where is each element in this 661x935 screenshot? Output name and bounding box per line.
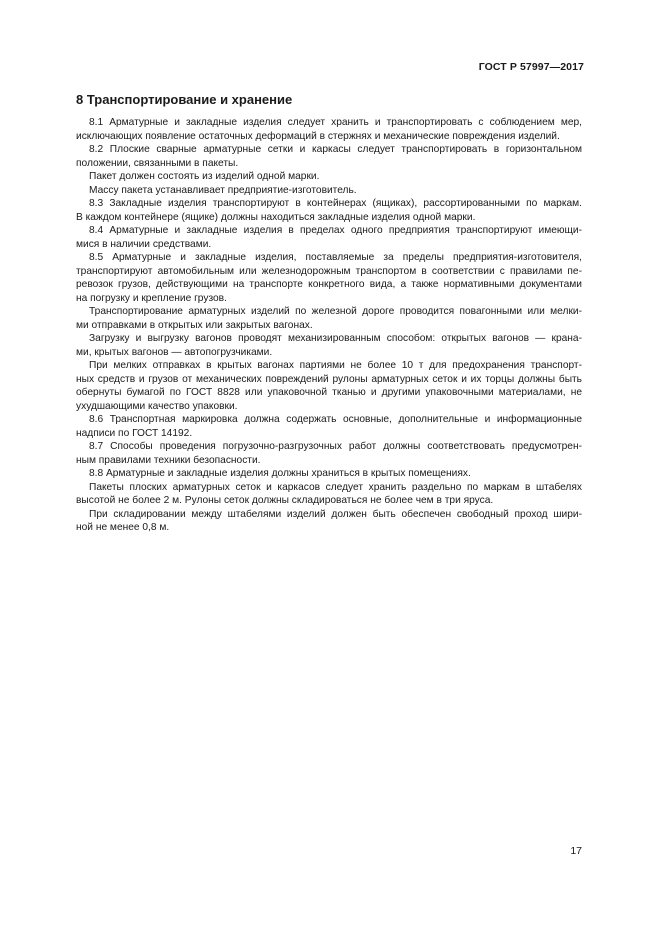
paragraph bbox=[76, 332, 582, 359]
document-code: ГОСТ Р 57997—2017 bbox=[478, 61, 584, 73]
paragraph bbox=[76, 170, 582, 184]
paragraph-line: мися в наличии средствами. bbox=[76, 238, 212, 250]
section-heading: 8 Транспортирование и хранение bbox=[76, 92, 293, 107]
paragraph bbox=[76, 467, 582, 481]
paragraph-line: При мелких отправках в крытых вагонах партиями не более 10 т для предохранения транспорт- bbox=[89, 360, 582, 371]
paragraph-line: транспортируют автомобильным или железнодорожным транспортом в соответствии с правилами пе- bbox=[76, 265, 582, 277]
paragraph bbox=[76, 224, 582, 251]
paragraph-line: Массу пакета устанавливает предприятие-изготовитель. bbox=[89, 184, 357, 196]
paragraph-line: Пакеты плоских арматурных сеток и каркасов следует хранить раздельно по маркам в штабелях bbox=[89, 481, 582, 493]
paragraph-line: положении, связанными в пакеты. bbox=[76, 157, 239, 169]
paragraph bbox=[76, 116, 582, 143]
paragraph-line: 8.7 Способы проведения погрузочно-разгрузочных работ должны соответствовать предусмотрен- bbox=[89, 441, 582, 452]
paragraph-line: В каждом контейнере (ящике) должны находиться закладные изделия одной марки. bbox=[76, 211, 476, 223]
paragraph-line: ухудшающими качество упаковки. bbox=[76, 400, 238, 412]
paragraph-line: 8.1 Арматурные и закладные изделия следует хранить и транспортировать с соблюдением мер, bbox=[89, 117, 582, 128]
paragraph bbox=[76, 305, 582, 332]
paragraph bbox=[76, 359, 582, 413]
page-number: 17 bbox=[570, 845, 582, 857]
paragraph-line: ми отправками в открытых или закрытых вагонах. bbox=[76, 319, 313, 331]
paragraph bbox=[76, 508, 582, 535]
paragraph-line: высотой не более 2 м. Рулоны сеток должны складироваться не более чем в три яруса. bbox=[76, 495, 494, 506]
paragraph-line: ревозок грузов, действующими на транспорте конкретного вида, а также нормативными документами bbox=[76, 279, 582, 290]
paragraph-line: исключающих появление остаточных деформаций в стержнях и механические повреждения изделий. bbox=[76, 130, 560, 142]
paragraph-line: ным правилами техники безопасности. bbox=[76, 454, 261, 466]
paragraph bbox=[76, 197, 582, 224]
paragraph bbox=[76, 440, 582, 467]
paragraph-line: Загрузку и выгрузку вагонов проводят механизированным способом: открытых вагонов — крана- bbox=[89, 333, 582, 344]
paragraph-line: ми, крытых вагонов — автопогрузчиками. bbox=[76, 346, 273, 358]
paragraph-line: на погрузку и крепление грузов. bbox=[76, 292, 227, 304]
paragraph bbox=[76, 184, 582, 198]
paragraph-line: Транспортирование арматурных изделий по железной дороге проводится повагонными или мелки- bbox=[89, 306, 582, 317]
paragraph-line: 8.6 Транспортная маркировка должна содержать основные, дополнительные и информационные bbox=[89, 414, 582, 425]
paragraph-line: 8.4 Арматурные и закладные изделия в пределах одного предприятия транспортируют имеющи- bbox=[89, 225, 582, 236]
paragraph-line: Пакет должен состоять из изделий одной марки. bbox=[89, 171, 320, 182]
paragraph bbox=[76, 251, 582, 305]
paragraph-line: ной не менее 0,8 м. bbox=[76, 522, 170, 533]
paragraph bbox=[76, 413, 582, 440]
paragraph-line: 8.5 Арматурные и закладные изделия, поставляемые за пределы предприятия-изготовителя, bbox=[89, 252, 582, 263]
paragraph-line: 8.2 Плоские сварные арматурные сетки и каркасы следует транспортировать в горизонтальном bbox=[89, 144, 582, 155]
paragraph bbox=[76, 143, 582, 170]
section-body bbox=[76, 116, 582, 535]
paragraph bbox=[76, 481, 582, 508]
paragraph-line: надписи по ГОСТ 14192. bbox=[76, 427, 193, 439]
paragraph-line: При складировании между штабелями изделий должен быть обеспечен свободный проход шири- bbox=[89, 508, 582, 520]
paragraph-line: обернуты бумагой по ГОСТ 8828 или упаковочной тканью и другими упаковочными материалами, не bbox=[76, 387, 582, 398]
paragraph-line: 8.8 Арматурные и закладные изделия должны храниться в крытых помещениях. bbox=[89, 468, 471, 479]
paragraph-line: 8.3 Закладные изделия транспортируют в контейнерах (ящиках), рассортированными по маркам. bbox=[89, 198, 582, 209]
paragraph-line: ных средств и грузов от механических повреждений рулоны арматурных сеток и их торцы должны быть bbox=[76, 373, 582, 385]
